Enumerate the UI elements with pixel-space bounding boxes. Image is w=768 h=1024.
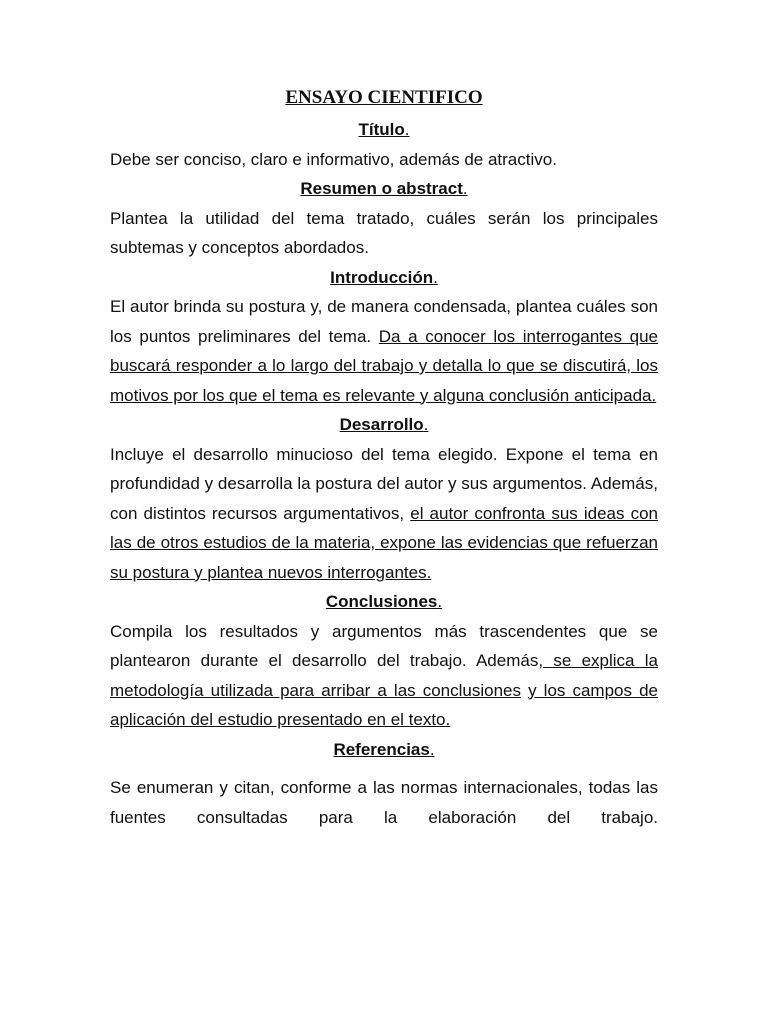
section-heading-resumen bbox=[110, 174, 658, 204]
heading-period: . bbox=[423, 415, 429, 434]
heading-period: . bbox=[429, 739, 435, 759]
heading-text: Resumen o abstract bbox=[300, 179, 463, 198]
heading-text: Desarrollo bbox=[339, 415, 424, 434]
underlined-text: , se explica la metodología utilizada para arribar a las conclusiones bbox=[110, 651, 658, 700]
heading-text: Introducción bbox=[330, 267, 434, 287]
section-heading-titulo bbox=[110, 115, 658, 145]
section-heading-introduccion bbox=[110, 263, 658, 293]
paragraph-introduccion bbox=[110, 292, 658, 410]
heading-text: Título bbox=[358, 120, 405, 139]
heading-period: . bbox=[433, 267, 438, 287]
section-heading-conclusiones bbox=[110, 587, 658, 617]
heading-period: . bbox=[462, 179, 468, 198]
paragraph-conclusiones bbox=[110, 617, 658, 735]
paragraph-titulo: Debe ser conciso, claro e informativo, además de atractivo. bbox=[110, 149, 557, 169]
paragraph-desarrollo bbox=[110, 440, 658, 588]
document-page bbox=[110, 84, 658, 832]
paragraph-text: Compila los resultados y argumentos más trascendentes que se plantearon durante el desarrollo del trabajo. Además bbox=[110, 621, 658, 670]
document-title: ENSAYO CIENTIFICO bbox=[285, 87, 483, 108]
heading-period: . bbox=[404, 120, 410, 139]
paragraph-text: El autor brinda su postura y, de manera condensada, plantea cuáles son los puntos preliminares del tema. bbox=[110, 297, 658, 346]
heading-text: Conclusiones bbox=[325, 592, 438, 611]
paragraph-resumen: Plantea la utilidad del tema tratado, cuáles serán los principales subtemas y conceptos abordados. bbox=[110, 208, 658, 257]
underlined-text: y los campos de aplicación del estudio presentado en el texto. bbox=[110, 680, 658, 729]
section-heading-referencias bbox=[110, 735, 658, 765]
underlined-text: Da a conocer los interrogantes que buscará responder a lo largo del trabajo y detalla lo que se discutirá, los motivos por los que el tema es relevante y alguna conclusión anticipada. bbox=[110, 326, 658, 405]
underlined-text: el autor confronta sus ideas con las de otros estudios de la materia, expone las evidencias que refuerzan su postura y plantea nuevos interrogantes. bbox=[110, 503, 658, 582]
paragraph-text: Incluye el desarrollo minucioso del tema elegido. Expone el tema en profundidad y desarrolla la postura del autor y sus argumentos. Además, con distintos recursos argumentativos, bbox=[110, 444, 658, 523]
heading-period: . bbox=[437, 592, 443, 611]
heading-text: Referencias bbox=[333, 739, 430, 759]
paragraph-referencias: Se enumeran y citan, conforme a las normas internacionales, todas las fuentes consultadas para la elaboración del trabajo. bbox=[110, 778, 658, 827]
section-heading-desarrollo bbox=[110, 410, 658, 440]
